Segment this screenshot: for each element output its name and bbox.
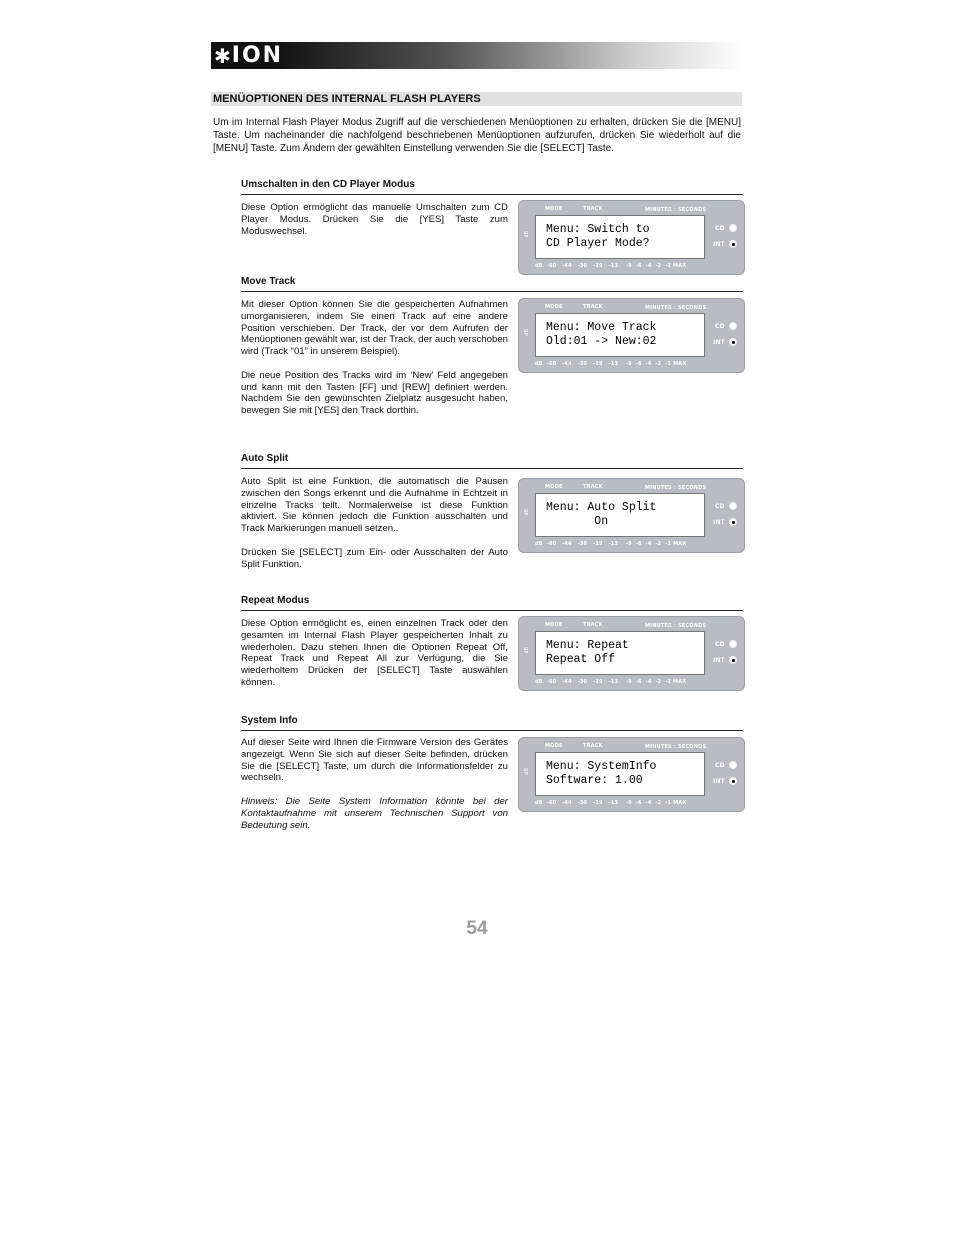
track-label: TRACK: [583, 743, 603, 749]
meter-scale: dB -60 -44 -30 -19 -13 -9 -6 -4 -2 -1 MAX: [535, 361, 687, 367]
mode-label: MODE: [545, 206, 563, 212]
lcd-line-2: Repeat Off: [546, 653, 616, 666]
lcd-line-1: Menu: Auto Split: [546, 501, 657, 514]
cd-label: CD: [715, 225, 725, 232]
lcd-line-2: Old:01 -> New:02: [546, 335, 657, 348]
lcd-screen: [535, 493, 705, 537]
side-label: dB: [524, 329, 530, 336]
option-heading: Umschalten in den CD Player Modus: [241, 179, 743, 195]
track-label: TRACK: [583, 304, 603, 310]
time-label: MINUTES : SECONDS: [645, 207, 707, 213]
option-paragraph: Mit dieser Option können Sie die gespeicherten Aufnahmen umorganisieren, indem Sie einen Track auf eine andere Position verschieben. Der Track, der vor dem Aufrufen der Menüoptionen gewählt war, ist der Track, der auch verschoben wird (Track “01” in unserem Beispiel).: [241, 299, 508, 358]
option-paragraph: Diese Option ermöglicht das manuelle Umschalten zum CD Player Modus. Drücken Sie die [YES] Taste zum Moduswechsel.: [241, 202, 508, 237]
int-indicator-icon: [729, 518, 737, 526]
int-indicator-icon: [729, 656, 737, 664]
logo-text: ION: [231, 43, 284, 68]
int-indicator-icon: [729, 338, 737, 346]
side-label: dB: [524, 768, 530, 775]
ion-logo: [211, 42, 283, 69]
option-heading: System Info: [241, 715, 743, 731]
option-paragraph: Drücken Sie [SELECT] zum Ein- oder Ausschalten der Auto Split Funktion.: [241, 546, 508, 570]
lcd-line-1: Menu: Switch to: [546, 223, 650, 236]
option-paragraph: Auf dieser Seite wird Ihnen die Firmware Version des Gerätes angezeigt. Wenn Sie sich auf dieser Seite befinden, drücken Sie die [SELECT] Taste, um durch die Informationsfelder zu wechseln.: [241, 737, 508, 784]
option-text: [241, 737, 508, 843]
cd-label: CD: [715, 762, 725, 769]
cd-indicator-icon: [729, 761, 737, 769]
option-heading: Move Track: [241, 276, 743, 292]
lcd-panel: [518, 616, 745, 691]
option-text: [241, 618, 508, 701]
option-note: Hinweis: Die Seite System Information könnte bei der Kontaktaufnahme mit unserem Technischen Support von Bedeutung sein.: [241, 795, 508, 831]
option-paragraph: Diese Option ermöglicht es, einen einzelnen Track oder den gesamten im Internal Flash Player gespeicherten Inhalt zu wiederholen. Dazu stehen Ihnen die Optionen Repeat Off, Repeat Track und Repeat All zur Verfügung, die Sie wiederholtem Drücken der [SELECT] Taste auswählen können.: [241, 618, 508, 688]
mode-label: MODE: [545, 304, 563, 310]
lcd-line-2: On: [546, 515, 609, 528]
lcd-line-2: Software: 1.00: [546, 774, 643, 787]
meter-scale: dB -60 -44 -30 -19 -13 -9 -6 -4 -2 -1 MAX: [535, 800, 687, 806]
option-paragraph: Auto Split ist eine Funktion, die automatisch die Pausen zwischen den Songs erkennt und die Aufnahme in Echtzeit in einzelne Tracks teilt. Normalerweise ist diese Funktion aktiviert. Sie können jedoch die Funktion ausschalten und Track Markierungen manuell setzen..: [241, 476, 508, 535]
ion-burst-icon: ✱: [214, 43, 231, 68]
meter-scale: dB -60 -44 -30 -19 -13 -9 -6 -4 -2 -1 MAX: [535, 263, 687, 269]
cd-label: CD: [715, 503, 725, 510]
int-label: INT: [713, 778, 725, 785]
lcd-screen: [535, 752, 705, 796]
side-label: dB: [524, 509, 530, 516]
option-heading: Auto Split: [241, 453, 743, 469]
option-heading: Repeat Modus: [241, 595, 743, 611]
time-label: MINUTES : SECONDS: [645, 485, 707, 491]
header-bar: [211, 42, 742, 69]
lcd-screen: [535, 631, 705, 675]
time-label: MINUTES : SECONDS: [645, 305, 707, 311]
cd-indicator-icon: [729, 640, 737, 648]
mode-label: MODE: [545, 484, 563, 490]
meter-scale: dB -60 -44 -30 -19 -13 -9 -6 -4 -2 -1 MAX: [535, 541, 687, 547]
lcd-screen: [535, 215, 705, 259]
cd-label: CD: [715, 641, 725, 648]
section-title: MENÜOPTIONEN DES INTERNAL FLASH PLAYERS: [213, 93, 481, 105]
lcd-panel: [518, 298, 745, 373]
int-label: INT: [713, 657, 725, 664]
section-title-bar: [211, 92, 742, 106]
option-text: [241, 202, 508, 249]
track-label: TRACK: [583, 622, 603, 628]
side-label: dB: [524, 231, 530, 238]
int-label: INT: [713, 241, 725, 248]
side-label: dB: [524, 647, 530, 654]
option-text: [241, 476, 508, 582]
page-number: 54: [466, 918, 488, 939]
int-label: INT: [713, 519, 725, 526]
intro-paragraph: Um im Internal Flash Player Modus Zugriff auf die verschiedenen Menüoptionen zu erhalten, drücken Sie die [MENU] Taste. Um nacheinander die nachfolgend beschriebenen Menüoptionen aufzurufen, drücken Sie wiederholt auf die [MENU] Taste. Zum Ändern der gewählten Einstellung verwenden Sie die [SELECT] Taste.: [213, 117, 741, 154]
mode-label: MODE: [545, 622, 563, 628]
track-label: TRACK: [583, 484, 603, 490]
cd-indicator-icon: [729, 322, 737, 330]
time-label: MINUTES : SECONDS: [645, 744, 707, 750]
lcd-panel: [518, 478, 745, 553]
track-label: TRACK: [583, 206, 603, 212]
time-label: MINUTES : SECONDS: [645, 623, 707, 629]
option-text: [241, 299, 508, 429]
lcd-line-1: Menu: Repeat: [546, 639, 629, 652]
meter-scale: dB -60 -44 -30 -19 -13 -9 -6 -4 -2 -1 MAX: [535, 679, 687, 685]
lcd-line-1: Menu: Move Track: [546, 321, 657, 334]
option-paragraph: Die neue Position des Tracks wird im ‘New’ Feld angegeben und kann mit den Tasten [FF] und [REW] definiert werden. Nachdem Sie den gewünschten Zielplatz ausgesucht haben, bewegen Sie mit [YES] den Track dorthin.: [241, 369, 508, 417]
mode-label: MODE: [545, 743, 563, 749]
cd-indicator-icon: [729, 502, 737, 510]
int-indicator-icon: [729, 240, 737, 248]
lcd-panel: [518, 200, 745, 275]
cd-indicator-icon: [729, 224, 737, 232]
int-indicator-icon: [729, 777, 737, 785]
int-label: INT: [713, 339, 725, 346]
cd-label: CD: [715, 323, 725, 330]
lcd-screen: [535, 313, 705, 357]
lcd-line-1: Menu: SystemInfo: [546, 760, 657, 773]
lcd-panel: [518, 737, 745, 812]
lcd-line-2: CD Player Mode?: [546, 237, 650, 250]
